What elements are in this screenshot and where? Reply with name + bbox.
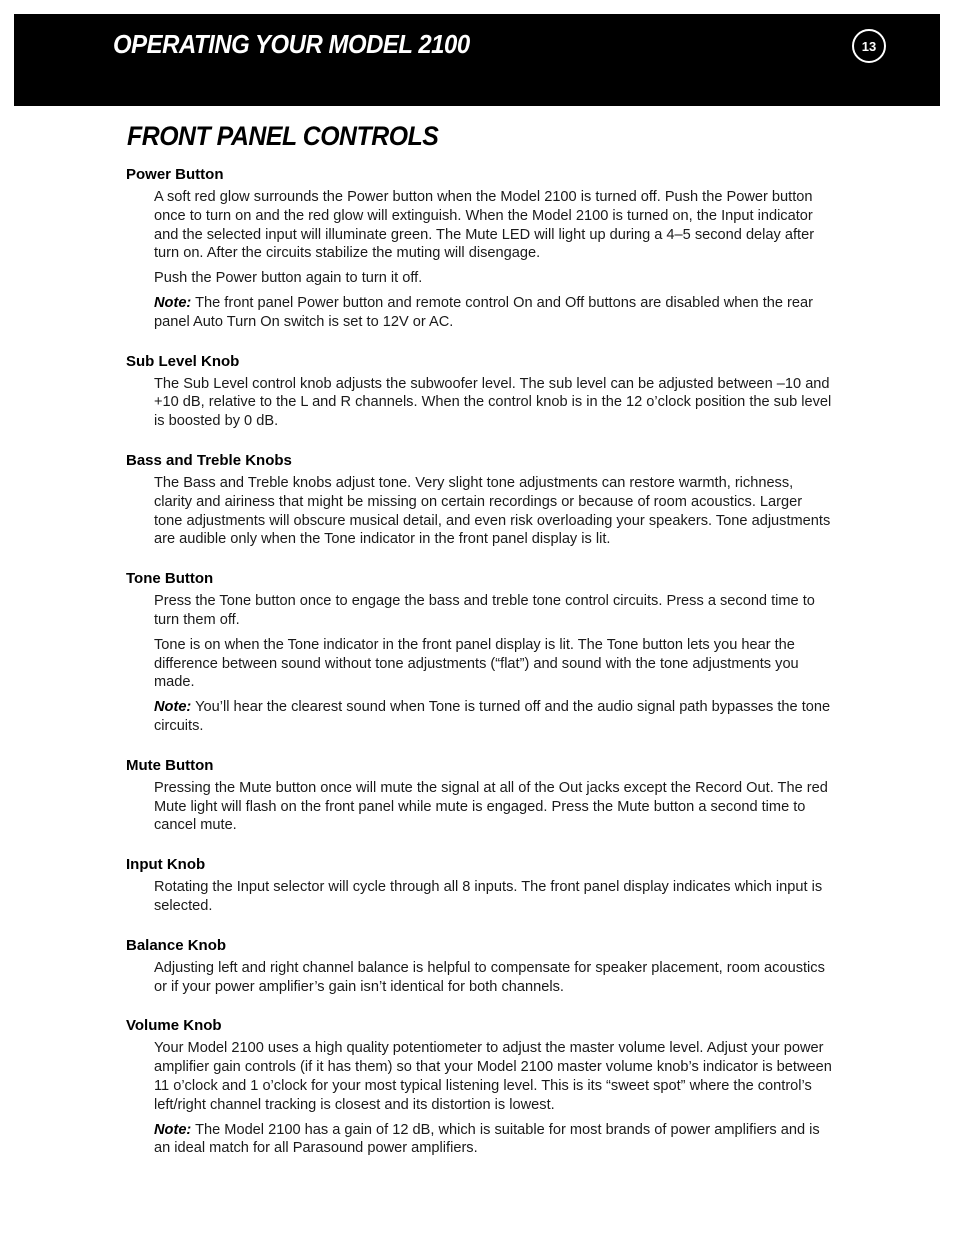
body-paragraph: [154, 188, 832, 263]
paragraph-text: Your Model 2100 uses a high quality potentiometer to adjust the master volume level. Adjust your power amplifier gain controls (if it has them) so that your Model 2100 master volume knob’s indicator is between 11 o’clock and 1 o’clock for your most typical listening level. This is its “sweet spot” where the control’s left/right channel tracking is closest and its distortion is lowest.: [154, 1040, 832, 1113]
paragraph-text: The Bass and Treble knobs adjust tone. Very slight tone adjustments can restore warmth, richness, clarity and airiness that might be missing on certain recordings or because of room acoustics. Larger tone adjustments will obscure musical detail, and even risk overloading your speakers. Tone adjustments are audible only when the Tone indicator in the front panel display is lit.: [154, 474, 831, 548]
paragraph-text: Pressing the Mute button once will mute the signal at all of the Out jacks except the Record Out. The red Mute light will flash on the front panel while mute is engaged. Press the Mute button a second time to cancel mute.: [154, 779, 828, 834]
body-paragraph: [154, 779, 832, 835]
control-heading: Balance Knob: [126, 936, 227, 954]
control-heading: Mute Button: [126, 756, 214, 774]
paragraph-text: Press the Tone button once to engage the bass and treble tone control circuits. Press a second time to turn them off.: [154, 593, 815, 628]
control-heading: Bass and Treble Knobs: [126, 451, 292, 469]
paragraph-text: The Sub Level control knob adjusts the subwoofer level. The sub level can be adjusted between –10 and +10 dB, relative to the L and R channels. When the control knob is in the 12 o’clock position the sub level is boosted by 0 dB.: [154, 375, 832, 430]
page-number-badge: 13: [852, 29, 886, 63]
paragraph-text: The Model 2100 has a gain of 12 dB, which is suitable for most brands of power amplifiers and is an ideal match for all Parasound power amplifiers.: [154, 1121, 820, 1157]
body-paragraph: [154, 375, 832, 431]
body-paragraph: [154, 878, 832, 916]
note-label: Note:: [154, 1121, 192, 1138]
paragraph-text: Push the Power button again to turn it off.: [154, 270, 423, 287]
content-body: [126, 165, 832, 1178]
body-paragraph: [154, 474, 832, 549]
note-paragraph: [154, 294, 832, 332]
control-heading: Volume Knob: [126, 1017, 222, 1035]
section-title: FRONT PANEL CONTROLS: [127, 121, 439, 151]
control-heading: Sub Level Knob: [126, 352, 240, 370]
note-paragraph: [154, 698, 832, 736]
body-paragraph: [154, 592, 832, 630]
body-paragraph: [154, 1039, 832, 1114]
control-section: [126, 352, 832, 431]
paragraph-text: A soft red glow surrounds the Power button when the Model 2100 is turned off. Push the Power button once to turn on and the red glow will extinguish. When the Model 2100 is turned on, the Input indicator and the selected input will illuminate green. The Mute LED will light up during a 4–5 second delay after turn on. After the circuits stabilize the muting will disengage.: [154, 189, 815, 262]
paragraph-text: Adjusting left and right channel balance is helpful to compensate for speaker placement, room acoustics or if your power amplifier’s gain isn’t identical for both channels.: [154, 959, 825, 995]
note-paragraph: [154, 1121, 832, 1159]
body-paragraph: [154, 269, 832, 288]
body-paragraph: [154, 636, 832, 692]
control-heading: Power Button: [126, 166, 224, 183]
control-section: [126, 165, 832, 332]
paragraph-text: You’ll hear the clearest sound when Tone is turned off and the audio signal path bypasses the tone circuits.: [154, 699, 831, 734]
note-label: Note:: [154, 294, 192, 311]
control-section: [126, 569, 832, 736]
paragraph-text: Tone is on when the Tone indicator in the front panel display is lit. The Tone button lets you hear the difference between sound without tone adjustments (“flat”) and sound with the tone adjustments you made.: [154, 636, 799, 691]
note-label: Note:: [154, 699, 192, 716]
control-section: [126, 855, 832, 916]
header-bar: [14, 14, 940, 106]
page-header-title: OPERATING YOUR MODEL 2100: [113, 29, 470, 59]
paragraph-text: The front panel Power button and remote control On and Off buttons are disabled when the rear panel Auto Turn On switch is set to 12V or AC.: [154, 294, 813, 330]
control-heading: Input Knob: [126, 856, 206, 874]
control-section: [126, 1016, 832, 1158]
paragraph-text: Rotating the Input selector will cycle through all 8 inputs. The front panel display indicates which input is selected.: [154, 879, 823, 914]
control-section: [126, 451, 832, 549]
control-heading: Tone Button: [126, 570, 214, 588]
body-paragraph: [154, 959, 832, 997]
control-section: [126, 756, 832, 835]
control-section: [126, 936, 832, 997]
